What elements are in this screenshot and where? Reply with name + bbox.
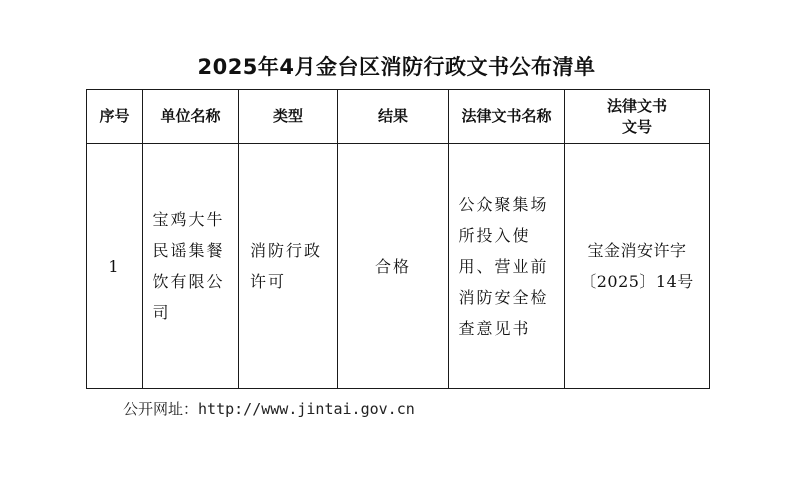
header-doc-number-label: 法律文书文号: [606, 96, 667, 136]
cell-doc-number: [565, 144, 710, 389]
table-row: [87, 144, 710, 389]
header-doc-name: 法律文书名称: [449, 90, 565, 144]
header-type: 类型: [239, 90, 338, 144]
header-result: 结果: [338, 90, 449, 144]
header-seq: 序号: [87, 90, 143, 144]
document-table: [86, 89, 710, 389]
cell-doc-name-text: 公众聚集场所投入使用、营业前消防安全检查意见书: [458, 194, 549, 338]
cell-doc-number-text: 宝金消安许字〔2025〕14号: [580, 241, 694, 291]
cell-type: [239, 144, 338, 389]
table-header-row: [87, 90, 710, 144]
page-title: 2025年4月金台区消防行政文书公布清单: [197, 55, 596, 79]
header-doc-number: [565, 90, 710, 144]
cell-seq: 1: [87, 144, 143, 389]
footer-public-url: [123, 398, 415, 420]
header-unit-name: 单位名称: [143, 90, 239, 144]
footer-url-link[interactable]: http://www.jintai.gov.cn: [198, 400, 415, 418]
cell-result: 合格: [338, 144, 449, 389]
cell-type-text: 消防行政许可: [250, 241, 323, 291]
footer-label: 公开网址：: [123, 400, 199, 418]
cell-unit-name: [143, 144, 239, 389]
cell-doc-name: [449, 144, 565, 389]
cell-unit-name-text: 宝鸡大牛民谣集餐饮有限公司: [152, 210, 225, 322]
